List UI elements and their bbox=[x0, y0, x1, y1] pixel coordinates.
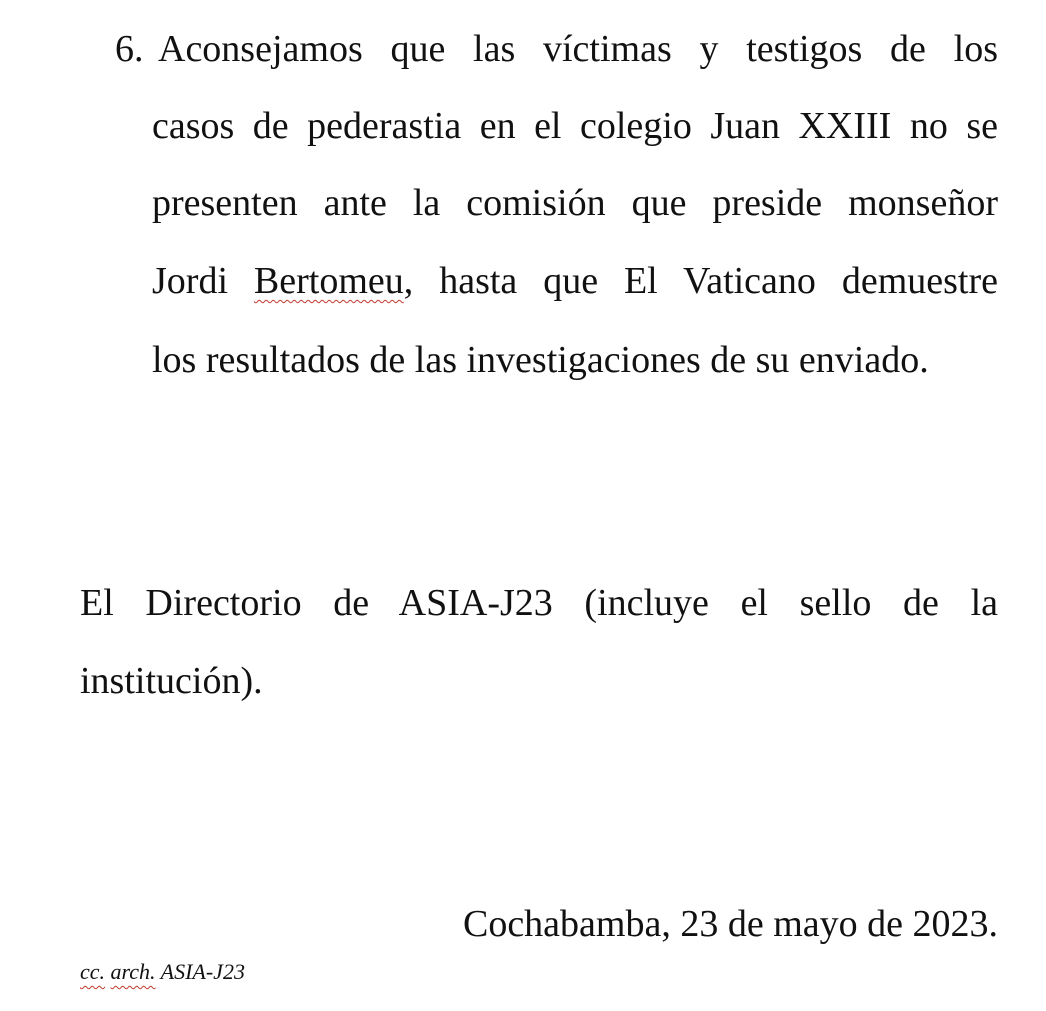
paragraph-line bbox=[152, 259, 998, 303]
text: , hasta que El Vaticano demuestre bbox=[403, 260, 998, 302]
paragraph-line: Aconsejamos que las víctimas y testigos de los bbox=[158, 28, 998, 70]
text: ASIA-J23 bbox=[155, 959, 245, 984]
place-date: Cochabamba, 23 de mayo de 2023. bbox=[462, 903, 998, 945]
signature-line: El Directorio de ASIA-J23 (incluye el sello de la bbox=[80, 582, 998, 624]
paragraph-line: casos de pederastia en el colegio Juan XXIII no se bbox=[152, 105, 998, 147]
signature-line: institución). bbox=[80, 660, 263, 702]
text: Jordi bbox=[152, 260, 254, 302]
paragraph-line: los resultados de las investigaciones de su enviado. bbox=[152, 339, 929, 381]
spellcheck-flagged-word: cc. bbox=[80, 959, 106, 984]
spellcheck-flagged-word: Bertomeu bbox=[253, 260, 404, 302]
cc-note bbox=[80, 958, 245, 986]
list-number: 6. bbox=[115, 28, 144, 70]
spellcheck-flagged-word: arch. bbox=[110, 959, 156, 984]
paragraph-line: presenten ante la comisión que preside monseñor bbox=[152, 182, 998, 224]
